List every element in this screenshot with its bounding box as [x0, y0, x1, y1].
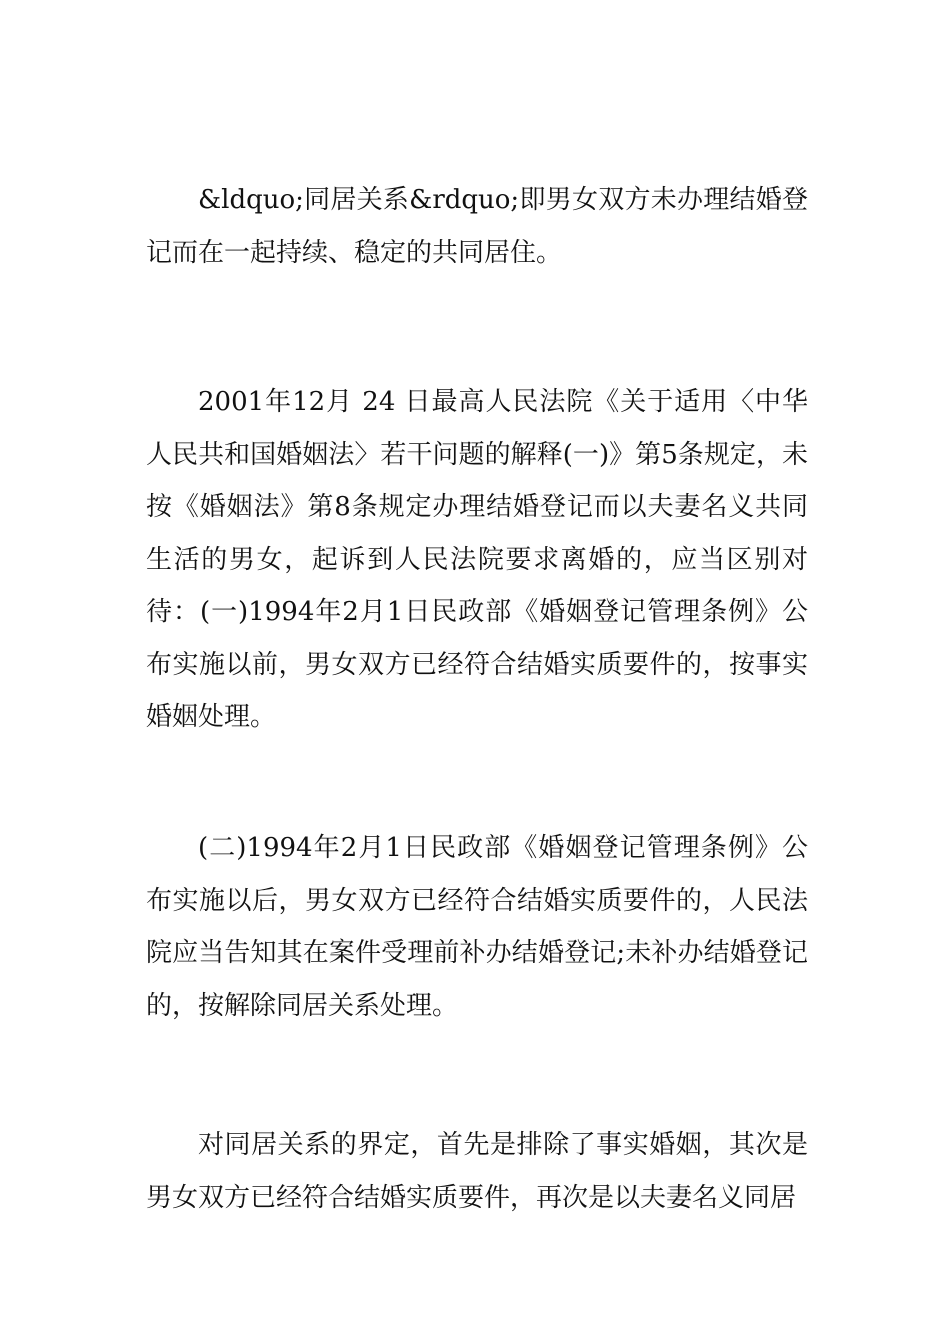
- paragraph-judicial-interpretation: 2001年12月 24 日最高人民法院《关于适用〈中华人民共和国婚姻法〉若干问题的解释(一)》第5条规定，未按《婚姻法》第8条规定办理结婚登记而以夫妻名义共同生活的男女，起诉到人民法院要求离婚的，应当区别对待：(一)1994年2月1日民政部《婚姻登记管理条例》公布实施以前，男女双方已经符合结婚实质要件的，按事实婚姻处理。: [146, 387, 808, 732]
- paragraph-after-1994-rule: (二)1994年2月1日民政部《婚姻登记管理条例》公布实施以后，男女双方已经符合结婚实质要件的，人民法院应当告知其在案件受理前补办结婚登记;未补办结婚登记的，按解除同居关系处理。: [146, 833, 808, 1021]
- paragraph-cohabitation-criteria: 对同居关系的界定，首先是排除了事实婚姻，其次是男女双方已经符合结婚实质要件，再次是以夫妻名义同居: [146, 1130, 808, 1213]
- paragraph-cohabitation-definition: &ldquo;同居关系&rdquo;即男女双方未办理结婚登记而在一起持续、稳定的共同居住。: [146, 185, 808, 268]
